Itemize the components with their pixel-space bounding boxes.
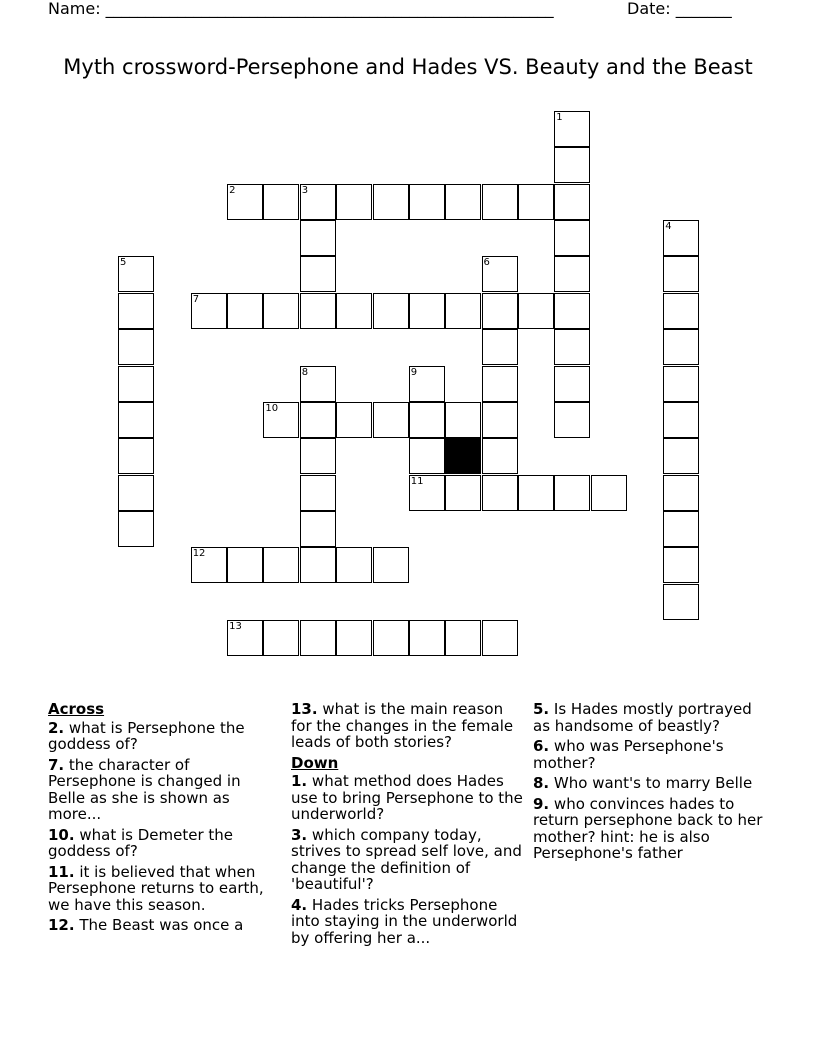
crossword-cell[interactable]	[663, 438, 699, 474]
clue-number: 7	[192, 293, 200, 305]
crossword-cell[interactable]	[445, 293, 481, 329]
clue-number: 3	[301, 184, 309, 196]
clue-number: 2	[229, 184, 236, 196]
crossword-cell[interactable]	[118, 438, 154, 474]
crossword-cell[interactable]	[482, 402, 518, 438]
clue-number: 4	[665, 221, 672, 233]
crossword-cell[interactable]	[336, 293, 372, 329]
crossword-cell[interactable]	[336, 184, 372, 220]
down-clue-5: 5. Is Hades mostly portrayed as handsome of beastly?	[533, 700, 752, 735]
crossword-cell[interactable]	[445, 184, 481, 220]
crossword-cell[interactable]	[445, 402, 481, 438]
clue-number: 9	[410, 366, 418, 378]
crossword-cell[interactable]	[191, 293, 227, 329]
crossword-cell[interactable]	[409, 402, 445, 438]
crossword-cell[interactable]	[518, 293, 554, 329]
crossword-cell[interactable]	[663, 584, 699, 620]
clues-column-1	[48, 701, 280, 938]
crossword-cell[interactable]	[554, 293, 590, 329]
crossword-cell[interactable]	[663, 366, 699, 402]
down-clue-1: 1. what method does Hades use to bring Persephone to the underworld?	[291, 772, 523, 823]
down-clue-6: 6. who was Persephone's mother?	[533, 737, 724, 772]
crossword-cell[interactable]	[663, 329, 699, 365]
black-square	[445, 438, 481, 474]
crossword-cell[interactable]	[300, 293, 336, 329]
crossword-cell[interactable]	[409, 620, 445, 656]
crossword-cell[interactable]	[409, 438, 445, 474]
crossword-cell[interactable]	[300, 220, 336, 256]
crossword-cell[interactable]	[591, 475, 627, 511]
crossword-cell[interactable]	[554, 111, 590, 147]
crossword-cell[interactable]	[663, 293, 699, 329]
crossword-cell[interactable]	[554, 402, 590, 438]
crossword-cell[interactable]	[409, 184, 445, 220]
crossword-cell[interactable]	[336, 547, 372, 583]
crossword-cell[interactable]	[300, 402, 336, 438]
crossword-cell[interactable]	[227, 547, 263, 583]
clue-number: 8	[301, 366, 309, 378]
crossword-cell[interactable]	[663, 402, 699, 438]
crossword-cell[interactable]	[300, 256, 336, 292]
crossword-cell[interactable]	[300, 511, 336, 547]
crossword-cell[interactable]	[554, 220, 590, 256]
crossword-cell[interactable]	[663, 547, 699, 583]
page-title: Myth crossword-Persephone and Hades VS. Beauty and the Beast	[63, 55, 753, 79]
clue-number: 11	[410, 475, 424, 487]
crossword-cell[interactable]	[409, 475, 445, 511]
crossword-cell[interactable]	[118, 293, 154, 329]
crossword-cell[interactable]	[300, 620, 336, 656]
crossword-cell[interactable]	[554, 329, 590, 365]
crossword-cell[interactable]	[409, 366, 445, 402]
down-clue-9: 9. who convinces hades to return persephone back to her mother? hint: he is also Persephone's father	[533, 794, 763, 862]
crossword-cell[interactable]	[336, 402, 372, 438]
clue-number: 12	[192, 548, 206, 560]
crossword-cell[interactable]	[191, 547, 227, 583]
across-clue-7: 7. the character of Persephone is changed in Belle as she is shown as more...	[48, 755, 241, 823]
clues-column-2	[291, 701, 527, 950]
crossword-cell[interactable]	[263, 293, 299, 329]
crossword-cell[interactable]	[482, 293, 518, 329]
crossword-cell[interactable]	[554, 147, 590, 183]
crossword-cell[interactable]	[300, 438, 336, 474]
crossword-cell[interactable]	[482, 329, 518, 365]
crossword-cell[interactable]	[409, 293, 445, 329]
down-heading: Down	[291, 753, 339, 772]
crossword-cell[interactable]	[373, 620, 409, 656]
crossword-cell[interactable]	[118, 475, 154, 511]
crossword-cell[interactable]	[227, 620, 263, 656]
crossword-cell[interactable]	[482, 256, 518, 292]
crossword-cell[interactable]	[263, 620, 299, 656]
clue-number: 10	[265, 402, 279, 414]
crossword-cell[interactable]	[482, 438, 518, 474]
crossword-cell[interactable]	[373, 184, 409, 220]
across-clue-13: 13. what is the main reason for the changes in the female leads of both stories?	[291, 700, 514, 751]
crossword-cell[interactable]	[445, 620, 481, 656]
crossword-cell[interactable]	[227, 293, 263, 329]
crossword-cell[interactable]	[118, 256, 154, 292]
crossword-cell[interactable]	[118, 511, 154, 547]
clue-number: 5	[120, 257, 127, 269]
across-heading: Across	[48, 700, 105, 718]
crossword-cell[interactable]	[373, 547, 409, 583]
crossword-cell[interactable]	[227, 184, 263, 220]
crossword-cell[interactable]	[300, 184, 336, 220]
crossword-cell[interactable]	[482, 184, 518, 220]
down-clue-3: 3. which company today, strives to spread self love, and change the definition of 'beautiful'?	[291, 825, 522, 893]
crossword-cell[interactable]	[336, 620, 372, 656]
crossword-cell[interactable]	[373, 402, 409, 438]
across-clue-11: 11. it is believed that when Persephone returns to earth, we have this season.	[48, 862, 264, 914]
name-field-label: Name: ________________________________________________________	[48, 0, 554, 18]
across-clue-2: 2. what is Persephone the goddess of?	[48, 718, 245, 753]
crossword-cell[interactable]	[518, 184, 554, 220]
across-clue-12: 12. The Beast was once a	[48, 916, 244, 934]
crossword-cell[interactable]	[118, 366, 154, 402]
clues-column-3	[533, 701, 773, 866]
crossword-cell[interactable]	[118, 329, 154, 365]
crossword-cell[interactable]	[118, 402, 154, 438]
down-clue-8: 8. Who want's to marry Belle	[533, 774, 753, 792]
down-clue-4: 4. Hades tricks Persephone into staying in the underworld by offering her a...	[291, 895, 518, 947]
crossword-cell[interactable]	[554, 366, 590, 402]
date-field-label: Date: _______	[627, 0, 732, 18]
crossword-cell[interactable]	[482, 620, 518, 656]
clue-number: 1	[556, 112, 563, 123]
crossword-cell[interactable]	[663, 511, 699, 547]
crossword-cell[interactable]	[300, 547, 336, 583]
crossword-cell[interactable]	[663, 256, 699, 292]
crossword-cell[interactable]	[663, 475, 699, 511]
crossword-cell[interactable]	[373, 293, 409, 329]
crossword-cell[interactable]	[263, 402, 299, 438]
clue-number: 13	[229, 620, 242, 632]
crossword-cell[interactable]	[445, 475, 481, 511]
crossword-cell[interactable]	[263, 184, 299, 220]
crossword-cell[interactable]	[482, 475, 518, 511]
crossword-cell[interactable]	[554, 475, 590, 511]
crossword-cell[interactable]	[518, 475, 554, 511]
crossword-cell[interactable]	[300, 475, 336, 511]
crossword-cell[interactable]	[300, 366, 336, 402]
crossword-cell[interactable]	[663, 220, 699, 256]
crossword-cell[interactable]	[263, 547, 299, 583]
crossword-cell[interactable]	[482, 366, 518, 402]
crossword-cell[interactable]	[554, 184, 590, 220]
across-clue-10: 10. what is Demeter the goddess of?	[48, 825, 234, 860]
clue-number: 6	[483, 257, 490, 269]
crossword-cell[interactable]	[554, 256, 590, 292]
